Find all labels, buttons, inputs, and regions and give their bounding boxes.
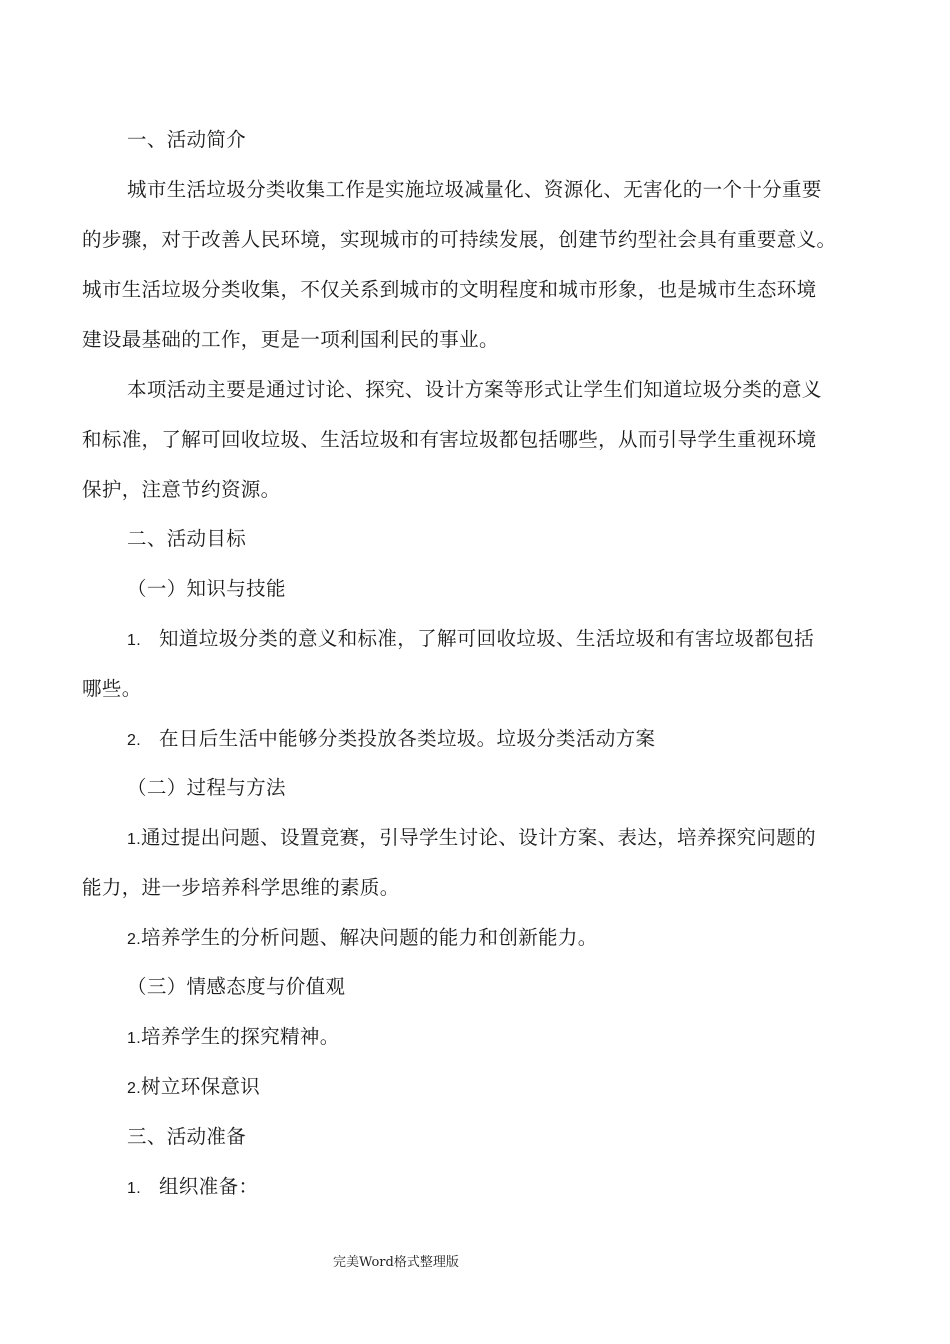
list-item-text: 通过提出问题、设置竞赛，引导学生讨论、设计方案、表达，培养探究问题的 xyxy=(141,826,816,849)
paragraph-line: 本项活动主要是通过讨论、探究、设计方案等形式让学生们知道垃圾分类的意义 xyxy=(127,378,822,401)
paragraph-line: 保护，注意节约资源。 xyxy=(82,478,281,501)
list-item-text: 知道垃圾分类的意义和标准，了解可回收垃圾、生活垃圾和有害垃圾都包括 xyxy=(159,627,815,650)
section-heading-intro: 一、活动简介 xyxy=(127,128,247,151)
list-item xyxy=(127,924,598,954)
list-item-text: 在日后生活中能够分类投放各类垃圾。垃圾分类活动方案 xyxy=(159,727,656,750)
list-item xyxy=(127,625,814,655)
page-footer: 完美Word格式整理版 xyxy=(333,1255,459,1270)
list-item-number: 1. xyxy=(127,1180,142,1197)
paragraph-line: 和标准，了解可回收垃圾、生活垃圾和有害垃圾都包括哪些，从而引导学生重视环境 xyxy=(82,428,817,451)
list-item-text: 培养学生的分析问题、解决问题的能力和创新能力。 xyxy=(141,926,598,949)
list-item-continuation: 能力，进一步培养科学思维的素质。 xyxy=(82,876,400,899)
subsection-heading-knowledge: （一）知识与技能 xyxy=(127,577,286,600)
paragraph-line: 的步骤，对于改善人民环境，实现城市的可持续发展，创建节约型社会具有重要意义。 xyxy=(82,228,837,251)
list-item-number: 1. xyxy=(127,1030,142,1047)
list-item-number: 2. xyxy=(127,1080,142,1097)
list-item-text: 树立环保意识 xyxy=(141,1075,261,1098)
subsection-heading-process: （二）过程与方法 xyxy=(127,776,286,799)
section-heading-preparation: 三、活动准备 xyxy=(127,1125,247,1148)
list-item-number: 2. xyxy=(127,931,142,948)
list-item xyxy=(127,1173,258,1203)
paragraph-line: 建设最基础的工作，更是一项利国利民的事业。 xyxy=(82,328,499,351)
list-item xyxy=(127,824,816,854)
list-item-text: 组织准备： xyxy=(159,1175,259,1198)
list-item xyxy=(127,725,655,755)
subsection-heading-attitude: （三）情感态度与价值观 xyxy=(127,975,346,998)
list-item-continuation: 哪些。 xyxy=(82,677,142,700)
paragraph-line: 城市生活垃圾分类收集工作是实施垃圾减量化、资源化、无害化的一个十分重要 xyxy=(127,178,822,201)
list-item-number: 1. xyxy=(127,831,142,848)
list-item xyxy=(127,1023,340,1053)
section-heading-goals: 二、活动目标 xyxy=(127,527,247,550)
list-item-text: 培养学生的探究精神。 xyxy=(141,1025,340,1048)
list-item-number: 1. xyxy=(127,632,142,649)
list-item xyxy=(127,1073,260,1103)
list-item-number: 2. xyxy=(127,732,142,749)
paragraph-line: 城市生活垃圾分类收集，不仅关系到城市的文明程度和城市形象，也是城市生态环境 xyxy=(82,278,817,301)
